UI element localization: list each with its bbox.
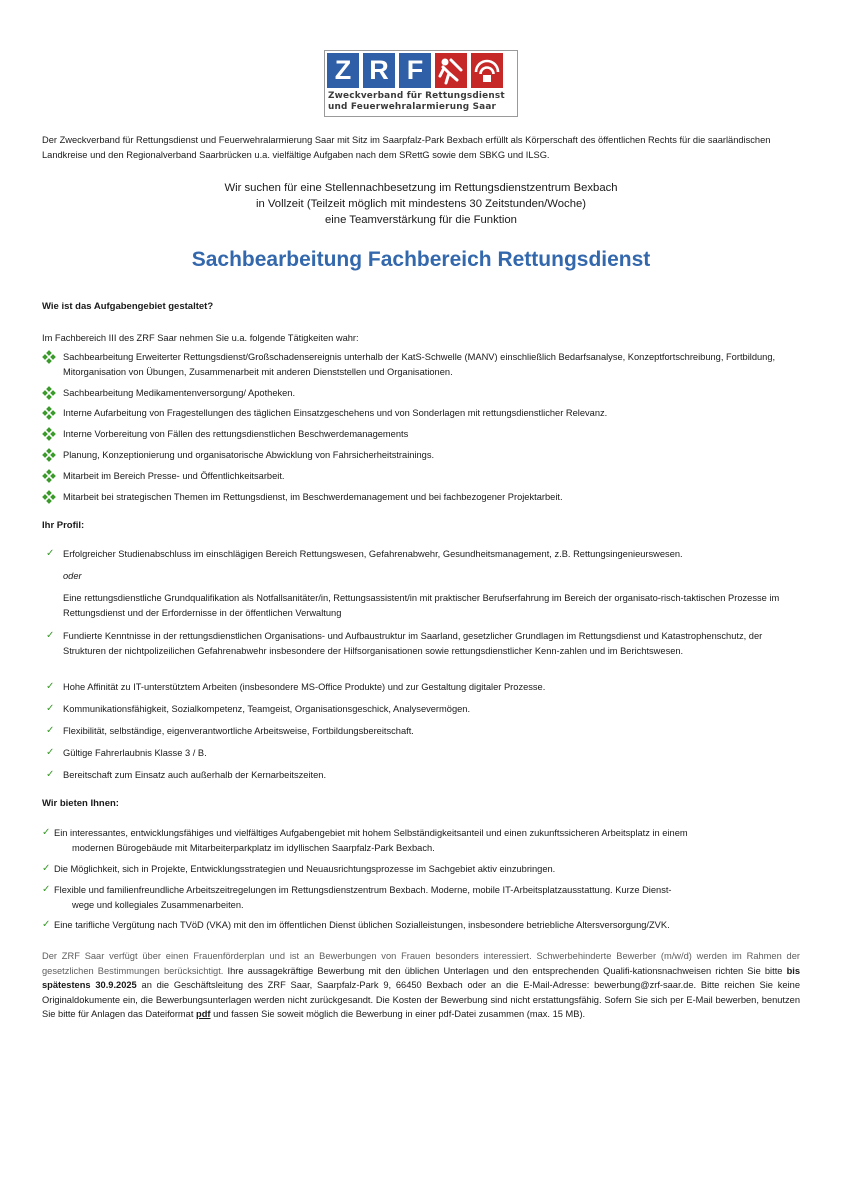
closing-format: pdf <box>196 1009 211 1019</box>
check-icon: ✓ <box>46 548 55 559</box>
radio-signal-icon <box>471 53 503 88</box>
check-icon: ✓ <box>46 725 55 736</box>
job-title: Sachbearbeitung Fachbereich Rettungsdienst <box>191 248 651 271</box>
diamond-bullet-icon <box>42 386 56 400</box>
profile-item: Bereitschaft zum Einsatz auch außerhalb der Kernarbeitszeiten. <box>63 770 327 780</box>
offer-item-line: Ein interessantes, entwicklungsfähiges und vielfältiges Aufgabengebiet mit hohem Selbständigkeitsanteil und einen zukunftssicheren Arbeitsplatz in einem <box>54 828 688 838</box>
diamond-bullet-icon <box>42 448 56 462</box>
closing-equality-note: Der ZRF Saar verfügt über einen Frauenförderplan und ist an Bewerbungen von Frauen besonders interessiert. Schwerbehinderte Bewerber (m/w/d) werden im Rahmen der gesetzlichen Bestimmungen berücksichtigt. <box>42 951 800 976</box>
task-item: Interne Aufarbeitung von Fragestellungen des täglichen Einsatzgeschehens und von Sonderlagen mit rettungsdienstlicher Relevanz. <box>63 408 608 418</box>
rescuer-icon <box>435 53 467 88</box>
tasks-heading: Wie ist das Aufgabengebiet gestaltet? <box>42 301 214 312</box>
logo-subtitle-line2: und Feuerwehralarmierung Saar <box>328 102 497 112</box>
check-icon: ✓ <box>46 769 55 780</box>
check-icon: ✓ <box>46 703 55 714</box>
check-icon: ✓ <box>42 827 51 838</box>
intro-paragraph: Der Zweckverband für Rettungsdienst und Feuerwehralarmierung Saar mit Sitz im Saarpfalz-Park Bexbach erfüllt als Körperschaft des öffentlichen Rechts für die saarländischen Landkreise und den Regionalverband Saarbrücken u.a. vielfältige Aufgaben nach dem SRettG sowie dem SBKG und ILSG. <box>42 135 771 160</box>
profile-heading: Ihr Profil: <box>42 520 85 531</box>
diamond-bullet-icon <box>42 469 56 483</box>
offer-item <box>54 918 800 933</box>
task-item: Mitarbeit im Bereich Presse- und Öffentlichkeitsarbeit. <box>63 471 285 481</box>
search-line-1: Wir suchen für eine Stellennachbesetzung im Rettungsdienstzentrum Bexbach <box>224 182 618 194</box>
profile-item: Flexibilität, selbständige, eigenverantwortliche Arbeitsweise, Fortbildungsbereitschaft. <box>63 726 414 736</box>
offer-item <box>54 862 800 877</box>
zrf-logo <box>324 50 518 117</box>
closing-deadline: bis spätestens 30.9.2025 <box>42 965 801 990</box>
profile-item: Erfolgreicher Studienabschluss im einschlägigen Bereich Rettungswesen, Gefahrenabwehr, Gesundheitsmanagement, z.B. Rettungsingenieurswesen. <box>63 549 683 559</box>
task-item: Sachbearbeitung Erweiterter Rettungsdienst/Großschadensereignis unterhalb der KatS-Schwelle (MANV) einschließlich Bedarfsanalyse, Konzeptfortschreibung, Fortbildung, Mitorganisation von Übungen, Zusammenarbeit mit anderen Dienststellen und Organisationen. <box>63 352 776 377</box>
offer-item <box>54 883 800 912</box>
diamond-bullet-icon <box>42 427 56 441</box>
offer-item-cont: wege und kollegiales Zusammenarbeiten. <box>72 899 244 910</box>
check-icon: ✓ <box>46 681 55 692</box>
logo-subtitle-line1: Zweckverband für Rettungsdienst <box>328 91 505 101</box>
closing-paragraph <box>42 949 800 1022</box>
profile-item: Fundierte Kenntnisse in der rettungsdienstlichen Organisations- und Aufbaustruktur im Saarland, gesetzlicher Grundlagen im Rettungsdienst und Katastrophenschutz, der Strukturen der nichtpolizeilichen Gefahrenabwehr insbesondere der Hilfsorganisationen sowie rettungsdienstlicher Kenn-zahlen und im Berichtswesen. <box>63 631 763 656</box>
check-icon: ✓ <box>42 863 51 874</box>
check-icon: ✓ <box>42 919 51 930</box>
logo-letter-f: F <box>399 53 431 88</box>
offer-heading: Wir bieten Ihnen: <box>42 798 119 809</box>
profile-item-alt: Eine rettungsdienstliche Grundqualifikation als Notfallsanitäter/in, Rettungsassistent/in mit praktischer Berufserfahrung im Bereich der organisato-risch-taktischen Prozesse im Rettungsdienst und der Erfordernisse in der öffentlichen Verwaltung <box>63 593 780 618</box>
diamond-bullet-icon <box>42 406 56 420</box>
search-line-3: eine Teamverstärkung für die Funktion <box>325 214 517 226</box>
task-item: Interne Vorbereitung von Fällen des rettungsdienstlichen Beschwerdemanagements <box>63 429 409 439</box>
diamond-bullet-icon <box>42 490 56 504</box>
offer-item-line: Die Möglichkeit, sich in Projekte, Entwicklungsstrategien und Neuausrichtungsprozesse im Sachgebiet aktiv einzubringen. <box>54 864 556 874</box>
task-item: Mitarbeit bei strategischen Themen im Rettungsdienst, im Beschwerdemanagement und bei fachbezogener Projektarbeit. <box>63 492 563 502</box>
check-icon: ✓ <box>46 630 55 641</box>
logo-subtitle <box>328 91 505 113</box>
profile-or: oder <box>63 571 82 581</box>
offer-item-line: Flexible und familienfreundliche Arbeitszeitregelungen im Rettungsdienstzentrum Bexbach. Moderne, mobile IT-Arbeitsplatzausstattung. Kurze Dienst- <box>54 885 672 895</box>
tasks-intro: Im Fachbereich III des ZRF Saar nehmen Sie u.a. folgende Tätigkeiten wahr: <box>42 333 359 343</box>
check-icon: ✓ <box>42 884 51 895</box>
diamond-bullet-icon <box>42 350 56 364</box>
closing-text-b: an die Geschäftsleitung des ZRF Saar, Saarpfalz-Park 9, 66450 Bexbach oder an die E-Mail-Adresse: bewerbung@zrf-saar.de. Bitte reichen Sie keine Originaldokumente ein, die Bewerbungsunterlagen werden nicht zurückgesandt. Die Kosten der Bewerbung sind nicht erstattungsfähig. Sofern Sie sich per E-Mail bewerben, benutzen Sie bitte für Anlagen das Dateiformat <box>42 980 800 1019</box>
logo-letter-z: Z <box>327 53 359 88</box>
logo-letter-r: R <box>363 53 395 88</box>
search-line-2: in Vollzeit (Teilzeit möglich mit mindestens 30 Zeitstunden/Woche) <box>255 198 587 210</box>
offer-item-cont: modernen Bürogebäude mit Mitarbeiterparkplatz im idyllischen Saarpfalz-Park Bexbach. <box>72 842 435 853</box>
profile-item: Kommunikationsfähigkeit, Sozialkompetenz, Teamgeist, Organisationsgeschick, Analysevermögen. <box>63 704 471 714</box>
check-icon: ✓ <box>46 747 55 758</box>
profile-item: Hohe Affinität zu IT-unterstütztem Arbeiten (insbesondere MS-Office Produkte) und zur Gestaltung digitaler Prozesse. <box>63 682 546 692</box>
closing-text-c: und fassen Sie soweit möglich die Bewerbung in einer pdf-Datei zusammen (max. 15 MB). <box>210 1009 586 1019</box>
offer-item-line: Eine tarifliche Vergütung nach TVöD (VKA) mit den im öffentlichen Dienst üblichen Sozialleistungen, insbesondere betriebliche Altersversorgung/ZVK. <box>54 920 670 930</box>
task-item: Sachbearbeitung Medikamentenversorgung/ Apotheken. <box>63 388 296 398</box>
offer-item <box>54 826 800 855</box>
closing-text-a: Ihre aussagekräftige Bewerbung mit den üblichen Unterlagen und den entsprechenden Qualifi-kationsnachweisen richten Sie bitte <box>223 965 787 976</box>
task-item: Planung, Konzeptionierung und organisatorische Abwicklung von Fahrsicherheitstrainings. <box>63 450 435 460</box>
profile-item: Gültige Fahrerlaubnis Klasse 3 / B. <box>63 748 207 758</box>
